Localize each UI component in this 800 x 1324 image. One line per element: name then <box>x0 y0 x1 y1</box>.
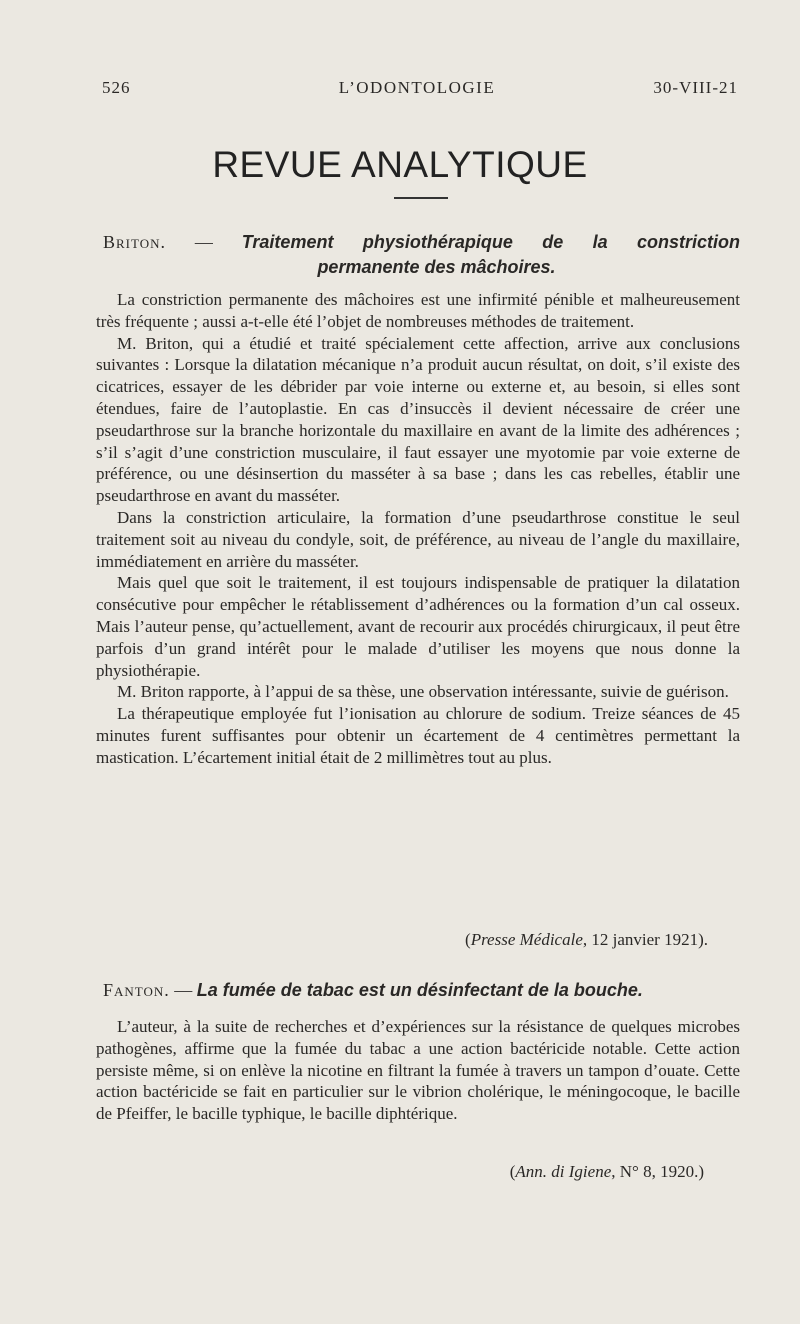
journal-title: L’ODONTOLOGIE <box>338 78 496 97</box>
article-2-dash: — <box>174 980 193 1000</box>
article-1-paragraph-5: M. Briton rapporte, à l’appui de sa thèse, une observation intéressante, suivie de guérison. <box>117 682 729 702</box>
article-2-author: Fanton. <box>103 980 170 1000</box>
issue-date: 30-VIII-21 <box>653 78 738 97</box>
article-2-citation-open: ( <box>509 1162 516 1181</box>
section-title: REVUE ANALYTIQUE <box>212 144 588 185</box>
article-1-heading <box>103 230 740 280</box>
article-1-citation-source: Presse Médicale <box>470 930 583 949</box>
article-1-dash: — <box>194 232 213 252</box>
article-1-author: Briton. <box>103 232 166 252</box>
article-1-heading-line2 <box>103 255 740 280</box>
running-header <box>96 78 738 104</box>
article-1-paragraph-1: La constriction permanente des mâchoires est une infirmité pénible et malheureusement très fréquente ; aussi a-t-elle été l’objet de nombreuses méthodes de traitement. <box>96 290 740 331</box>
article-2-citation-close: ) <box>698 1162 704 1181</box>
page-number: 526 <box>102 78 131 97</box>
article-2-citation-detail: , N° 8, 1920. <box>611 1162 699 1181</box>
article-1-title-line2: permanente des mâchoires. <box>317 257 556 277</box>
article-1-paragraph-6: La thérapeutique employée fut l’ionisation au chlorure de sodium. Treize séances de 45 minutes furent suffisantes pour obtenir un écartement de 4 centimètres permettant la mastication. L’écartement initial était de 2 millimètres tout au plus. <box>96 704 740 767</box>
article-1-citation-close: ). <box>698 930 708 949</box>
article-2-citation-source: Ann. di Igiene <box>515 1162 612 1181</box>
article-1-title-line1: Traitement physiothérapique de la constriction <box>241 232 740 252</box>
article-1-citation-detail: , 12 janvier 1921 <box>582 930 699 949</box>
article-1-citation-open: ( <box>465 930 471 949</box>
article-2-citation <box>510 1162 704 1182</box>
article-2-paragraph-1: L’auteur, à la suite de recherches et d’expériences sur la résistance de quelques microbes pathogènes, affirme que la fumée du tabac a une action bactéricide notable. Cette action persiste même, si on enlève la nicotine en filtrant la fumée à travers un tampon d’ouate. Cette action bactéricide se fait en particulier sur le vibrion cholérique, le méningocoque, le bacille de Pfeiffer, le bacille typhique, le bacille diphtérique. <box>96 1017 740 1124</box>
article-1-citation <box>465 930 708 950</box>
article-1-paragraph-3: Dans la constriction articulaire, la formation d’une pseudarthrose constitue le seul traitement soit au niveau du condyle, soit, de préférence, au niveau de l’angle du maxillaire, immédiatement en arrière du masséter. <box>96 507 740 571</box>
title-rule <box>394 197 448 199</box>
article-1-paragraph-4: Mais quel que soit le traitement, il est toujours indispensable de pratiquer la dilatation consécutive pour empêcher le rétablissement d’adhérences ou la formation d’un cal osseux. Mais l’auteur pense, qu’actuellement, avant de recourir aux procédés chirurgicaux, il peut être parfois d’un grand intérêt pour le malade d’utiliser les moyens que nous donne la physiothérapie. <box>96 573 740 680</box>
article-1-heading-line1 <box>103 230 740 255</box>
article-1-body <box>96 289 740 769</box>
article-2-title: La fumée de tabac est un désinfectant de la bouche. <box>196 980 643 1000</box>
article-2-body <box>96 1016 740 1125</box>
article-2-heading <box>103 978 740 1003</box>
article-1-paragraph-2: M. Briton, qui a étudié et traité spécialement cette affection, arrive aux conclusions suivantes : Lorsque la dilatation mécanique n’a produit aucun résultat, on doit, s’il existe des cicatrices, essayer de les débrider par voie interne ou externe et, au besoin, si elles sont étendues, faire de l’autoplastie. En cas d’insuccès il devient nécessaire de créer une pseudarthrose sur la branche horizontale du maxillaire en avant de la limite des adhérences ; s’il s’agit d’une constriction musculaire, il faut essayer une myotomie par voie externe de préférence, ou une désinsertion du masséter à sa base ; dans les cas rebelles, établir une pseudarthrose en avant du masséter. <box>96 333 740 506</box>
